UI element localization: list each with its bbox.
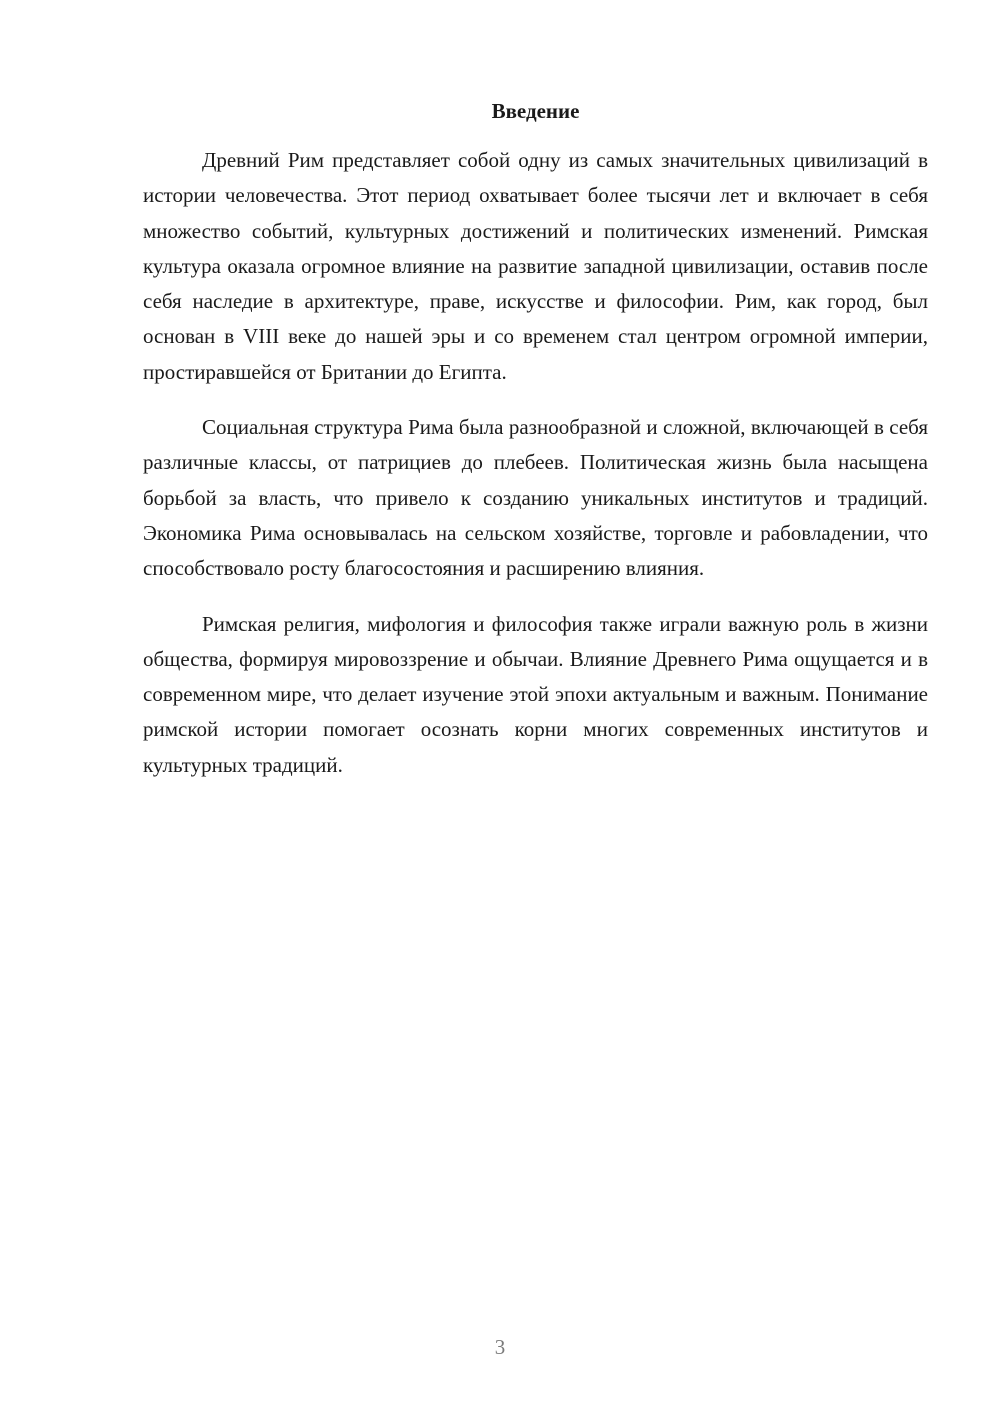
paragraph-3: Римская религия, мифология и философия также играли важную роль в жизни общества, формируя мировоззрение и обычаи. Влияние Древнего Рима ощущается и в современном мире, что делает изучение этой эпохи актуальным и важным. Понимание римской истории помогает осознать корни многих современных институтов и культурных традиций. bbox=[143, 611, 928, 777]
paragraph-2: Социальная структура Рима была разнообразной и сложной, включающей в себя различные классы, от патрициев до плебеев. Политическая жизнь была насыщена борьбой за власть, что привело к созданию уникальных институтов и традиций. Экономика Рима основывалась на сельском хозяйстве, торговле и рабовладении, что способствовало росту благосостояния и расширению влияния. bbox=[143, 415, 928, 581]
document-body bbox=[143, 143, 928, 803]
page-number: 3 bbox=[494, 1335, 506, 1359]
paragraph-1: Древний Рим представляет собой одну из самых значительных цивилизаций в истории человечества. Этот период охватывает более тысячи лет и включает в себя множество событий, культурных достижений и политических изменений. Римская культура оказала огромное влияние на развитие западной цивилизации, оставив после себя наследие в архитектуре, праве, искусстве и философии. Рим, как город, был основан в VIII веке до нашей эры и со временем стал центром огромной империи, простиравшейся от Британии до Египта. bbox=[143, 148, 928, 384]
section-heading: Введение bbox=[491, 99, 580, 123]
